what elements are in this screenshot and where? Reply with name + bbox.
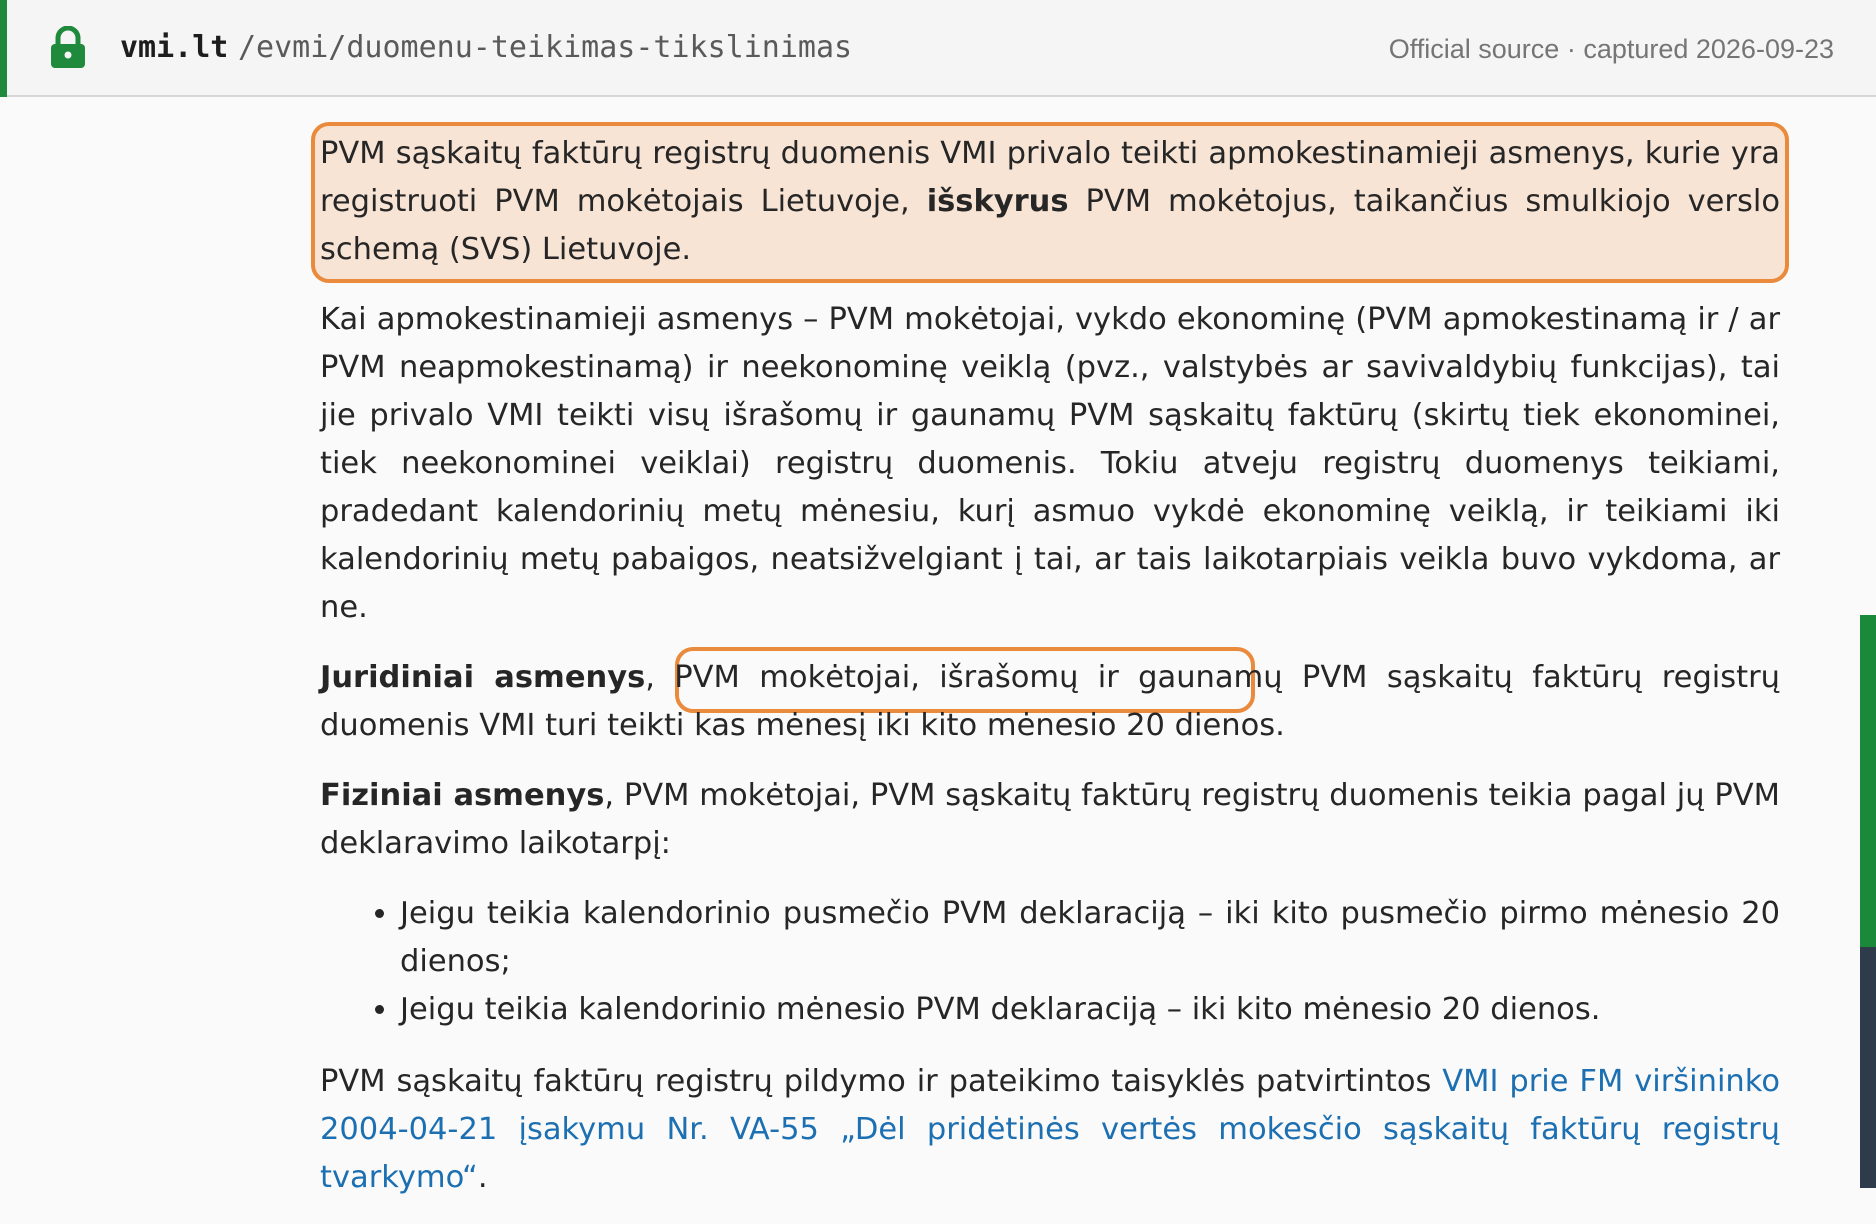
paragraph-legal-entities: Juridiniai asmenys, PVM mokėtojai, išrašomų ir gaunamų PVM sąskaitų faktūrų registrų duomenis VMI turi teikti kas mėnesį iki kito mėnesio 20 dienos.	[320, 660, 1780, 743]
deadline-text: kas mėnesį iki kito mėnesio 20 dienos	[694, 708, 1276, 743]
address-bar	[0, 0, 1876, 97]
lock-icon	[48, 26, 88, 70]
url-host[interactable]: vmi.lt	[120, 30, 229, 65]
url-path[interactable]: /evmi/duomenu-teikimas-tikslinimas	[238, 30, 853, 65]
paragraph-rules: PVM sąskaitų faktūrų registrų pildymo ir pateikimo taisyklės patvirtintos VMI prie FM viršininko 2004-04-21 įsakymu Nr. VA-55 „Dėl pridėtinės vertės mokesčio sąskaitų faktūrų registrų tvarkymo“.	[320, 1064, 1780, 1195]
label-natural-persons: Fiziniai asmenys	[320, 778, 605, 813]
paragraph-obligation: PVM sąskaitų faktūrų registrų duomenis VMI privalo teikti apmokestinamieji asmenys, kurie yra registruoti PVM mokėtojais Lietuvoje, išskyrus PVM mokėtojus, taikančius smulkiojo verslo schemą (SVS) Lietuvoje.	[320, 136, 1780, 267]
order-link[interactable]: VMI prie FM viršininko 2004-04-21 įsakymu Nr. VA-55 „Dėl pridėtinės vertės mokesčio sąskaitų faktūrų registrų tvarkymo“	[320, 1064, 1780, 1195]
scrollbar-thumb[interactable]	[1860, 947, 1876, 1188]
list-item: • Jeigu teikia kalendorinio mėnesio PVM deklaraciją – iki kito mėnesio 20 dienos.	[400, 986, 1780, 1034]
paragraph-natural-persons: Fiziniai asmenys, PVM mokėtojai, PVM sąskaitų faktūrų registrų duomenis teikia pagal jų PVM deklaravimo laikotarpį:	[320, 778, 1780, 861]
emphasis-isskyrus: išskyrus	[926, 184, 1069, 219]
deadline-list	[320, 890, 1780, 1034]
paragraph-economic-activity: Kai apmokestinamieji asmenys – PVM mokėtojai, vykdo ekonominę (PVM apmokestinamą ir / ar PVM neapmokestinamą) ir neekonominę veiklą (pvz., valstybės ar savivaldybių funkcijas), tai jie privalo VMI teikti visų išrašomų ir gaunamų PVM sąskaitų faktūrų (skirtų tiek ekonominei, tiek neekonominei veiklai) registrų duomenis. Tokiu atveju registrų duomenys teikiami, pradedant kalendorinių metų mėnesiu, kurį asmuo vykdė ekonominę veiklą, ir teikiami iki kalendorinių metų pabaigos, neatsižvelgiant į tai, ar tais laikotarpiais veikla buvo vykdoma, ar ne.	[320, 302, 1780, 625]
scrollbar[interactable]	[1860, 615, 1876, 1188]
article-body	[320, 130, 1780, 1224]
capture-status: Official source · captured 2026-09-23	[1388, 34, 1834, 64]
label-legal-entities: Juridiniai asmenys	[320, 660, 646, 695]
list-item: • Jeigu teikia kalendorinio pusmečio PVM deklaraciją – iki kito pusmečio pirmo mėnesio 20 dienos;	[400, 890, 1780, 986]
accent-stripe	[0, 0, 7, 97]
